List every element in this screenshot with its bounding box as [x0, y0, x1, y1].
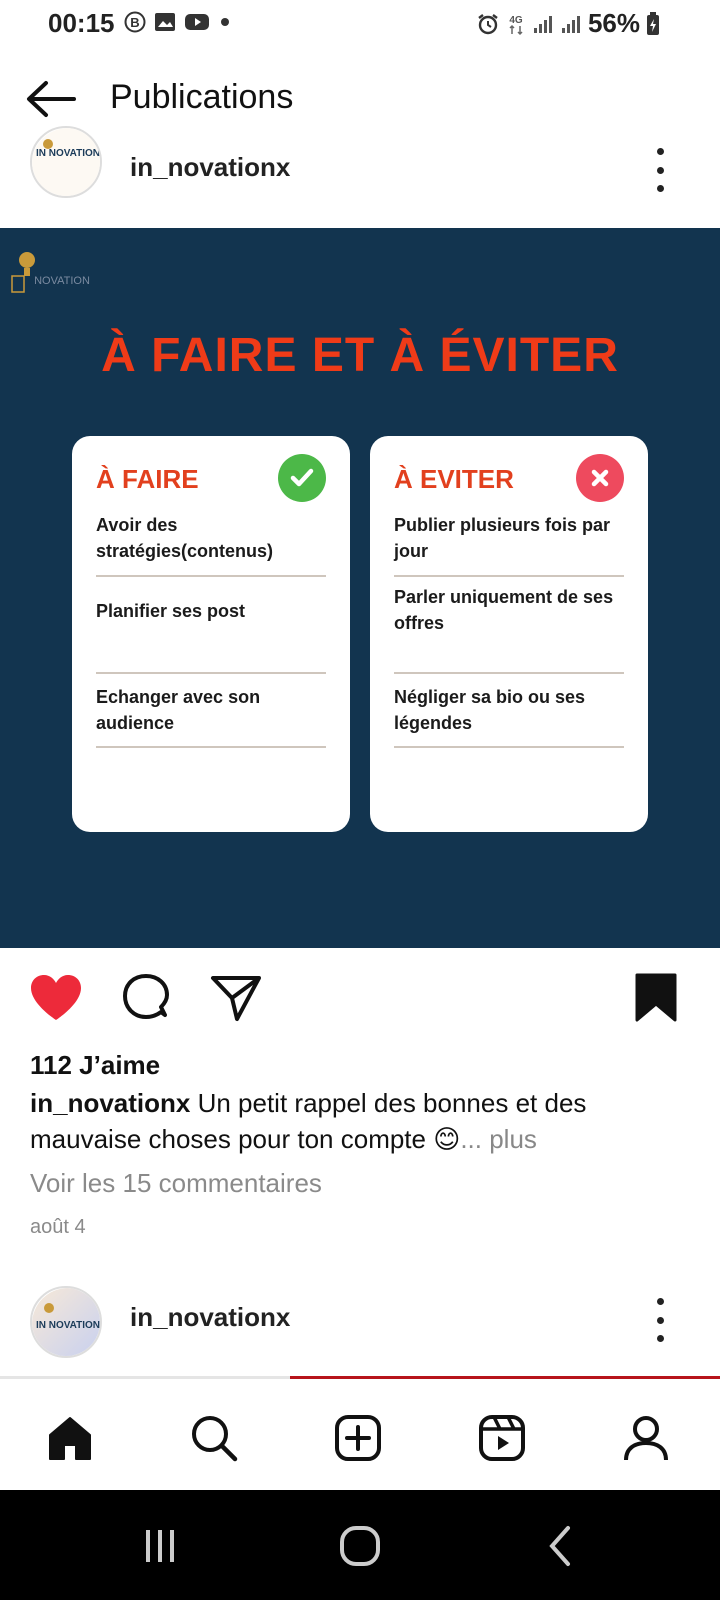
divider: [394, 575, 624, 577]
close-icon: [587, 465, 613, 491]
avoid-item: Parler uniquement de ses offres: [394, 587, 614, 633]
avoid-item: Publier plusieurs fois par jour: [394, 515, 611, 561]
svg-text:4G: 4G: [509, 14, 523, 26]
nav-reels[interactable]: [474, 1410, 530, 1466]
do-item: Planifier ses post: [96, 601, 246, 621]
page-title: Publications: [110, 78, 294, 116]
post-date: août 4: [30, 1216, 86, 1238]
avatar[interactable]: [30, 126, 102, 198]
svg-text:IN NOVATION: IN NOVATION: [35, 148, 101, 159]
nav-profile[interactable]: [618, 1410, 674, 1466]
profile-icon: [622, 1414, 670, 1462]
svg-text:IN NOVATION: IN NOVATION: [35, 1320, 101, 1331]
home-circle-icon: [338, 1524, 382, 1568]
avoid-item: Négliger sa bio ou ses légendes: [394, 687, 586, 733]
check-badge: [278, 454, 326, 502]
notification-icons: [124, 11, 232, 33]
post-header: [0, 130, 720, 210]
do-item: Avoir des stratégies(contenus): [96, 515, 274, 561]
status-time: 00:15: [48, 8, 115, 38]
share-icon: [210, 974, 262, 1022]
image-title: À FAIRE ET À ÉVITER: [101, 329, 619, 382]
check-icon: [287, 463, 317, 493]
signal-icon-2: [560, 13, 582, 35]
divider: [394, 672, 624, 674]
avatar[interactable]: [30, 1286, 102, 1358]
lightbulb-logo-icon: [10, 246, 100, 296]
loading-progress-fill: [290, 1376, 720, 1379]
gallery-icon: [154, 11, 176, 33]
dot-icon: [218, 15, 232, 29]
create-icon: [334, 1414, 382, 1462]
battery-charging-icon: [646, 12, 660, 36]
post-caption: [30, 1085, 670, 1157]
alarm-icon: [476, 12, 500, 36]
system-navigation-bar: [0, 1490, 720, 1600]
post-header: [0, 1280, 720, 1360]
recent-apps-button[interactable]: [130, 1520, 190, 1572]
share-button[interactable]: [208, 970, 264, 1026]
nav-home[interactable]: [42, 1410, 98, 1466]
bottom-navigation: [0, 1380, 720, 1490]
brand-logo-text: NOVATION: [34, 275, 90, 287]
youtube-icon: [184, 12, 210, 32]
more-dot-icon: [657, 1317, 664, 1324]
loading-progress-bar: [0, 1376, 720, 1379]
comment-button[interactable]: [118, 970, 174, 1026]
post-image[interactable]: [0, 228, 720, 948]
home-icon: [46, 1415, 94, 1461]
more-dot-icon: [657, 1298, 664, 1305]
avoid-card-title: À EVITER: [394, 464, 514, 494]
post-actions: [0, 970, 720, 1030]
more-dot-icon: [657, 185, 664, 192]
status-bar: [0, 0, 720, 46]
likes-count[interactable]: 112 J’aime: [30, 1050, 161, 1080]
caption-more-link[interactable]: ... plus: [460, 1124, 537, 1154]
chevron-left-icon: [544, 1524, 576, 1568]
signal-icon: [532, 13, 554, 35]
divider: [96, 746, 326, 748]
view-comments-link[interactable]: Voir les 15 commentaires: [30, 1168, 322, 1198]
more-options-button[interactable]: [650, 148, 670, 192]
more-dot-icon: [657, 1335, 664, 1342]
divider: [96, 575, 326, 577]
search-icon: [190, 1414, 238, 1462]
svg-text:B: B: [130, 15, 140, 30]
nav-create[interactable]: [330, 1410, 386, 1466]
do-item: Echanger avec son audience: [96, 687, 261, 733]
back-button[interactable]: [24, 74, 84, 124]
b-badge-icon: [124, 11, 146, 33]
system-status-icons: [476, 8, 660, 39]
brand-logo-icon: [32, 1288, 102, 1358]
comment-icon: [121, 973, 171, 1023]
brand-logo: [10, 246, 100, 296]
battery-level: 56%: [587, 8, 640, 38]
like-button[interactable]: [28, 970, 84, 1026]
home-system-button[interactable]: [330, 1520, 390, 1572]
cross-badge: [576, 454, 624, 502]
divider: [394, 746, 624, 748]
more-dot-icon: [657, 148, 664, 155]
avoid-card: [370, 436, 648, 832]
divider: [96, 672, 326, 674]
network-4g-icon: [506, 12, 526, 36]
caption-text: Un petit rappel des bonnes et des mauvaise choses pour ton compte 😊: [30, 1088, 587, 1154]
more-options-button[interactable]: [650, 1298, 670, 1342]
brand-logo-icon: [32, 128, 102, 198]
do-card: [72, 436, 350, 832]
reels-icon: [478, 1414, 526, 1462]
post-username[interactable]: in_novationx: [130, 152, 291, 182]
bookmark-icon: [635, 973, 677, 1023]
app-header: [0, 62, 720, 136]
post-username[interactable]: in_novationx: [130, 1302, 291, 1332]
nav-search[interactable]: [186, 1410, 242, 1466]
bookmark-button[interactable]: [628, 970, 684, 1026]
heart-icon: [29, 974, 83, 1022]
more-dot-icon: [657, 167, 664, 174]
caption-username[interactable]: in_novationx: [30, 1088, 191, 1118]
arrow-left-icon: [24, 79, 76, 119]
do-card-title: À FAIRE: [96, 464, 199, 494]
recent-apps-icon: [140, 1526, 180, 1566]
back-system-button[interactable]: [530, 1520, 590, 1572]
